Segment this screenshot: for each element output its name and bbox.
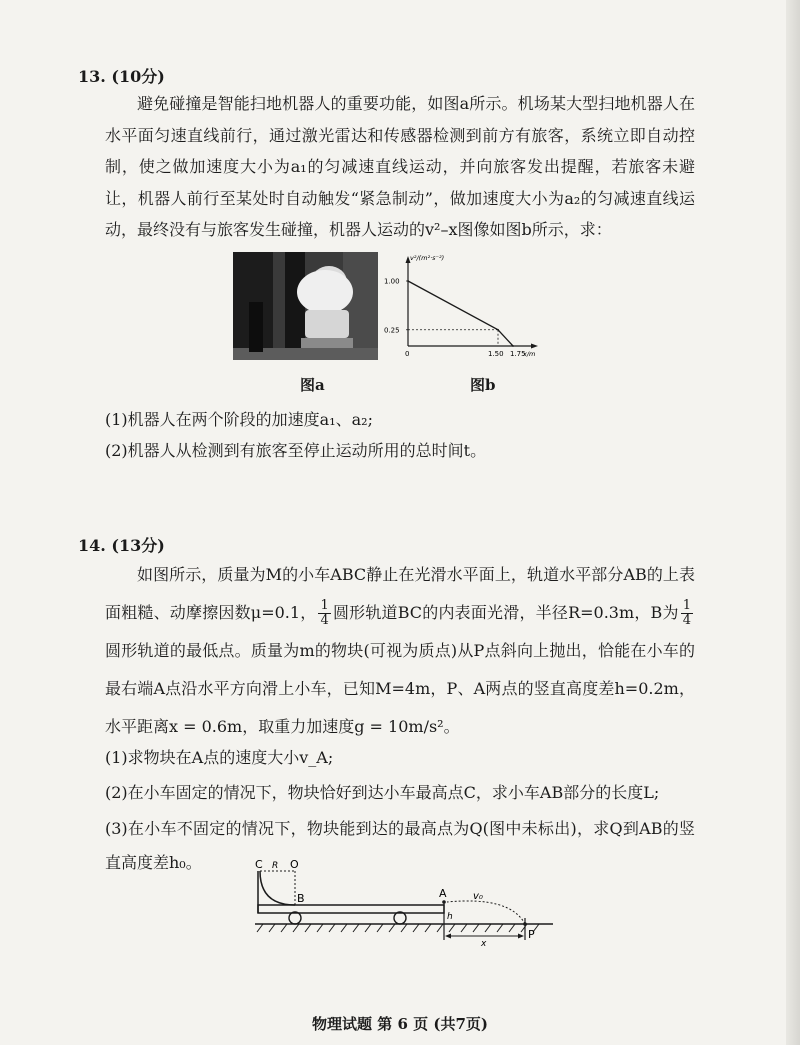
q13-stem: 避免碰撞是智能扫地机器人的重要功能，如图a所示。机场某大型扫地机器人在水平面匀速直线前行，通过激光雷达和传感器检测到前方有旅客，系统立即自动控制，使之做加速度大小为a₁的匀减速直线运动，并向旅客发出提醒，若旅客未避让，机器人前行至某处时自动触发“紧急制动”，做加速度大小为a₂的匀减速直线运动，最终没有与旅客发生碰撞，机器人运动的v²–x图像如图b所示，求： [105, 94, 695, 239]
chart-series-line [408, 281, 513, 346]
quarter-fraction-1 [318, 599, 330, 628]
fraction-numerator: 1 [320, 598, 329, 613]
q13-heading: 13. (10分) [78, 67, 165, 86]
label-c: C [255, 858, 263, 871]
fraction-denominator: 4 [320, 613, 329, 628]
chart-data-point [407, 280, 409, 282]
figure-a-caption: 图a [300, 376, 325, 394]
q14-sub3: (3)在小车不固定的情况下，物块能到达的最高点为Q(图中未标出)，求Q到AB的竖直高度差h₀。 [105, 819, 695, 872]
chart-ytick-label: 1.00 [384, 277, 400, 286]
label-v0: v₀ [473, 891, 483, 902]
q14-heading: 14. (13分) [78, 536, 165, 555]
cart-body [258, 905, 444, 913]
figure-b-caption: 图b [470, 376, 496, 394]
ground-hatching [257, 924, 539, 932]
quarter-fraction-2 [681, 599, 693, 628]
chart-data-point [497, 329, 499, 331]
label-a: A [439, 887, 447, 900]
q14-stem-part-a: 如图所示，质量为M的小车ABC静止在光滑水平面上，轨道水平部分AB的上表面粗糙、动摩擦因数μ=0.1， [105, 565, 695, 622]
figure-b-chart [380, 252, 540, 360]
figure-a-photo [233, 252, 378, 360]
q14-stem [105, 556, 695, 746]
q14-sub1: (1)求物块在A点的速度大小v_A; [105, 748, 334, 767]
page-footer: 物理试题 第 6 页 (共7页) [312, 1015, 488, 1033]
cart-wheel-right [394, 912, 406, 924]
label-x: x [481, 939, 487, 948]
q14-sub2: (2)在小车固定的情况下，物块恰好到达小车最高点C，求小车AB部分的长度L; [105, 783, 660, 802]
label-r: R [272, 861, 279, 871]
fraction-denominator: 4 [682, 613, 691, 628]
chart-x-arrow [531, 344, 538, 349]
track-bc-arc [260, 871, 295, 905]
cart-diagram [255, 858, 555, 948]
q14-stem-part-b: 圆形轨道BC的内表面光滑，半径R=0.3m，B为 [332, 603, 679, 622]
chart-xlabel: x/m [523, 350, 536, 358]
label-b: B [297, 892, 305, 905]
q13-sub1: (1)机器人在两个阶段的加速度a₁、a₂; [105, 410, 373, 429]
chart-ylabel: v²/(m²·s⁻²) [410, 254, 445, 262]
q14-stem-part-c: 圆形轨道的最低点。质量为m的物块(可视为质点)从P点斜向上抛出，恰能在小车的最右端A点沿水平方向滑上小车，已知M=4m，P、A两点的竖直高度差h=0.2m，水平距离x = 0.6m，取重力加速度g = 10m/s²。 [105, 641, 695, 736]
chart-origin-label: 0 [405, 350, 410, 358]
projectile-trajectory [447, 901, 525, 924]
label-p: P [528, 928, 535, 941]
chart-ytick-label: 0.25 [384, 326, 400, 335]
distance-x-arrowhead-right [518, 934, 524, 939]
q13-sub2: (2)机器人从检测到有旅客至停止运动所用的总时间t。 [105, 441, 487, 460]
label-o: O [290, 858, 299, 871]
chart-xtick-label: 1.50 [488, 350, 504, 358]
chart-xtick-label: 1.75 [510, 350, 526, 358]
page-edge-shadow [786, 0, 800, 1045]
cart-wheel-left [289, 912, 301, 924]
distance-x-arrowhead-left [445, 934, 451, 939]
label-h: h [447, 912, 453, 922]
fraction-numerator: 1 [682, 598, 691, 613]
chart-data-point [512, 345, 514, 347]
point-p-dot [523, 922, 527, 926]
point-a-dot [442, 900, 446, 904]
